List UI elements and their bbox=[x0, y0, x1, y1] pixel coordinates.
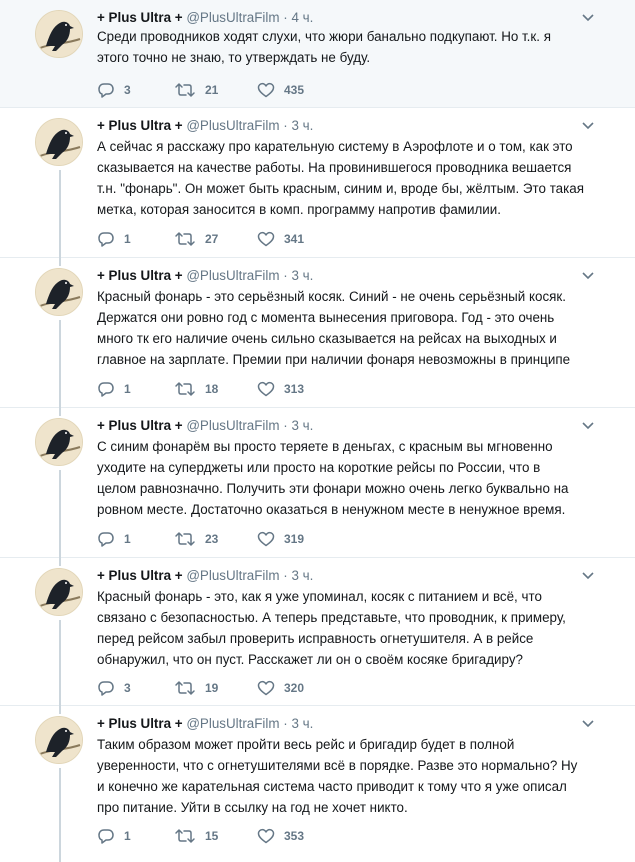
thread-connector bbox=[59, 408, 61, 416]
retweet-count: 15 bbox=[205, 829, 219, 843]
tweet-header bbox=[97, 417, 587, 435]
tweet-text bbox=[97, 734, 605, 818]
display-name[interactable]: + Plus Ultra + bbox=[97, 716, 183, 731]
handle[interactable]: @PlusUltraFilm bbox=[186, 118, 280, 133]
tweet-3[interactable] bbox=[0, 258, 635, 408]
reply-icon bbox=[97, 231, 115, 247]
tweet-line: ровном месте. Достаточно оказаться в ненужном месте в ненужное время. bbox=[97, 502, 566, 517]
tweet-text bbox=[97, 586, 605, 670]
display-name[interactable]: + Plus Ultra + bbox=[97, 10, 183, 25]
chevron-down-icon[interactable] bbox=[581, 13, 595, 23]
tweet-line: главное на зарплате. Премии при наличии фонаря невозможны в принципе bbox=[97, 352, 571, 367]
like-button[interactable] bbox=[257, 229, 304, 249]
tweet-header bbox=[97, 9, 587, 27]
display-name[interactable]: + Plus Ultra + bbox=[97, 568, 183, 583]
reply-button[interactable] bbox=[97, 678, 131, 698]
tweet-actions bbox=[97, 379, 427, 399]
like-count: 319 bbox=[284, 532, 305, 546]
heart-icon bbox=[257, 381, 275, 397]
reply-icon bbox=[97, 381, 115, 397]
tweet-actions bbox=[97, 826, 427, 846]
reply-button[interactable] bbox=[97, 80, 131, 100]
thread-connector bbox=[59, 470, 61, 558]
retweet-count: 21 bbox=[205, 83, 219, 97]
chevron-down-icon[interactable] bbox=[581, 121, 595, 131]
like-button[interactable] bbox=[257, 80, 304, 100]
tweet-5[interactable] bbox=[0, 558, 635, 706]
tweet-6[interactable] bbox=[0, 706, 635, 862]
reply-count: 1 bbox=[124, 232, 131, 246]
avatar[interactable] bbox=[35, 118, 83, 166]
like-count: 341 bbox=[284, 232, 305, 246]
like-button[interactable] bbox=[257, 379, 304, 399]
timestamp[interactable]: · 3 ч. bbox=[283, 568, 314, 583]
tweet-line: про питание. Уйти в ссылку на год не хочет никто. bbox=[97, 800, 408, 815]
retweet-button[interactable] bbox=[174, 826, 218, 846]
thread-connector bbox=[59, 558, 61, 566]
tweet-text bbox=[97, 26, 605, 68]
like-count: 313 bbox=[284, 382, 305, 396]
retweet-count: 23 bbox=[205, 532, 219, 546]
tweet-line: А сейчас я расскажу про карательную систему в Аэрофлоте и о том, как это bbox=[97, 139, 573, 154]
tweet-header bbox=[97, 567, 587, 585]
reply-icon bbox=[97, 531, 115, 547]
like-count: 320 bbox=[284, 681, 305, 695]
tweet-text bbox=[97, 136, 605, 220]
tweet-line: Держатся они ровно год с момента вынесения приговора. Год - это очень bbox=[97, 310, 555, 325]
heart-icon bbox=[257, 82, 275, 98]
raven-avatar-icon bbox=[36, 269, 83, 316]
tweet-actions bbox=[97, 529, 427, 549]
retweet-button[interactable] bbox=[174, 379, 218, 399]
reply-count: 1 bbox=[124, 532, 131, 546]
avatar[interactable] bbox=[35, 568, 83, 616]
display-name[interactable]: + Plus Ultra + bbox=[97, 418, 183, 433]
thread-connector bbox=[59, 620, 61, 706]
avatar[interactable] bbox=[35, 268, 83, 316]
reply-button[interactable] bbox=[97, 379, 131, 399]
timestamp[interactable]: · 3 ч. bbox=[283, 716, 314, 731]
tweet-line: Таким образом может пройти весь рейс и бригадир будет в полной bbox=[97, 737, 515, 752]
tweet-4[interactable] bbox=[0, 408, 635, 558]
chevron-down-icon[interactable] bbox=[581, 271, 595, 281]
reply-icon bbox=[97, 680, 115, 696]
reply-count: 3 bbox=[124, 83, 131, 97]
handle[interactable]: @PlusUltraFilm bbox=[186, 268, 280, 283]
handle[interactable]: @PlusUltraFilm bbox=[186, 10, 280, 25]
retweet-icon bbox=[174, 680, 196, 696]
tweet-line: целом равнозначно. Получить эти фонари можно очень легко буквально на bbox=[97, 481, 569, 496]
tweet-actions bbox=[97, 678, 427, 698]
chevron-down-icon[interactable] bbox=[581, 719, 595, 729]
retweet-button[interactable] bbox=[174, 529, 218, 549]
reply-count: 3 bbox=[124, 681, 131, 695]
handle[interactable]: @PlusUltraFilm bbox=[186, 568, 280, 583]
retweet-count: 19 bbox=[205, 681, 219, 695]
retweet-icon bbox=[174, 828, 196, 844]
avatar[interactable] bbox=[35, 716, 83, 764]
like-button[interactable] bbox=[257, 678, 304, 698]
retweet-button[interactable] bbox=[174, 80, 218, 100]
handle[interactable]: @PlusUltraFilm bbox=[186, 716, 280, 731]
tweet-line: т.н. "фонарь". Он может быть красным, синим и, вроде бы, жёлтым. Это такая bbox=[97, 181, 584, 196]
reply-button[interactable] bbox=[97, 229, 131, 249]
timestamp[interactable]: · 3 ч. bbox=[283, 418, 314, 433]
tweet-text bbox=[97, 436, 605, 520]
retweet-icon bbox=[174, 82, 196, 98]
reply-button[interactable] bbox=[97, 826, 131, 846]
raven-avatar-icon bbox=[36, 11, 83, 58]
tweet-line: сказывается на качестве работы. На провинившегося проводника вешается bbox=[97, 160, 572, 175]
retweet-count: 18 bbox=[205, 382, 219, 396]
timestamp[interactable]: · 4 ч. bbox=[283, 10, 314, 25]
raven-avatar-icon bbox=[36, 119, 83, 166]
avatar[interactable] bbox=[35, 10, 83, 58]
thread-connector bbox=[59, 768, 61, 862]
raven-avatar-icon bbox=[36, 419, 83, 466]
retweet-button[interactable] bbox=[174, 229, 218, 249]
tweet-1[interactable] bbox=[0, 0, 635, 108]
tweet-line: много тк его наличие очень сильно сказывается на рейсах на выходных и bbox=[97, 331, 557, 346]
chevron-down-icon[interactable] bbox=[581, 571, 595, 581]
tweet-text bbox=[97, 286, 605, 370]
reply-count: 1 bbox=[124, 829, 131, 843]
display-name[interactable]: + Plus Ultra + bbox=[97, 118, 183, 133]
avatar[interactable] bbox=[35, 418, 83, 466]
like-button[interactable] bbox=[257, 529, 304, 549]
timestamp[interactable]: · 3 ч. bbox=[283, 268, 314, 283]
thread-connector bbox=[59, 170, 61, 258]
tweet-actions bbox=[97, 229, 427, 249]
like-count: 435 bbox=[284, 83, 305, 97]
tweet-line: перед рейсом забыл проверить исправность огнетушителя. А в рейсе bbox=[97, 631, 534, 646]
tweet-line: обнаружил, что он пуст. Расскажет ли он о своём косяке бригадиру? bbox=[97, 652, 523, 667]
reply-icon bbox=[97, 82, 115, 98]
tweet-line: Среди проводников ходят слухи, что жюри банально подкупают. Но т.к. я bbox=[97, 29, 551, 44]
tweet-2[interactable] bbox=[0, 108, 635, 258]
tweet-line: уходите на суперджеты или просто на короткие рейсы по России, что в bbox=[97, 460, 541, 475]
tweet-header bbox=[97, 117, 587, 135]
heart-icon bbox=[257, 231, 275, 247]
reply-button[interactable] bbox=[97, 529, 131, 549]
tweet-line: метка, которая заносится в комп. программу напротив фамилии. bbox=[97, 202, 501, 217]
tweet-line: уверенности, что с огнетушителями всё в порядке. Разве это нормально? Ну bbox=[97, 758, 578, 773]
tweet-line: С синим фонарём вы просто теряете в деньгах, с красным вы мгновенно bbox=[97, 439, 553, 454]
thread-connector bbox=[59, 706, 61, 714]
tweet-header bbox=[97, 267, 587, 285]
like-button[interactable] bbox=[257, 826, 304, 846]
heart-icon bbox=[257, 531, 275, 547]
tweet-line: Красный фонарь - это серьёзный косяк. Синий - не очень серьёзный косяк. bbox=[97, 289, 566, 304]
retweet-count: 27 bbox=[205, 232, 219, 246]
retweet-icon bbox=[174, 381, 196, 397]
heart-icon bbox=[257, 680, 275, 696]
raven-avatar-icon bbox=[36, 717, 83, 764]
tweet-header bbox=[97, 715, 587, 733]
timestamp[interactable]: · 3 ч. bbox=[283, 118, 314, 133]
retweet-button[interactable] bbox=[174, 678, 218, 698]
thread-connector bbox=[59, 258, 61, 266]
retweet-icon bbox=[174, 531, 196, 547]
tweet-line: связано с безопасностью. А теперь представьте, что проводник, к примеру, bbox=[97, 610, 566, 625]
tweet-line: и конечно же карательная система часто приводит к тому что я уже описал bbox=[97, 779, 567, 794]
chevron-down-icon[interactable] bbox=[581, 421, 595, 431]
thread-connector bbox=[59, 320, 61, 408]
handle[interactable]: @PlusUltraFilm bbox=[186, 418, 280, 433]
heart-icon bbox=[257, 828, 275, 844]
raven-avatar-icon bbox=[36, 569, 83, 616]
display-name[interactable]: + Plus Ultra + bbox=[97, 268, 183, 283]
like-count: 353 bbox=[284, 829, 305, 843]
reply-icon bbox=[97, 828, 115, 844]
tweet-actions bbox=[97, 80, 427, 100]
retweet-icon bbox=[174, 231, 196, 247]
tweet-line: Красный фонарь - это, как я уже упоминал, косяк с питанием и всё, что bbox=[97, 589, 542, 604]
reply-count: 1 bbox=[124, 382, 131, 396]
tweet-line: этого точно не знаю, то утверждать не буду. bbox=[97, 50, 371, 65]
